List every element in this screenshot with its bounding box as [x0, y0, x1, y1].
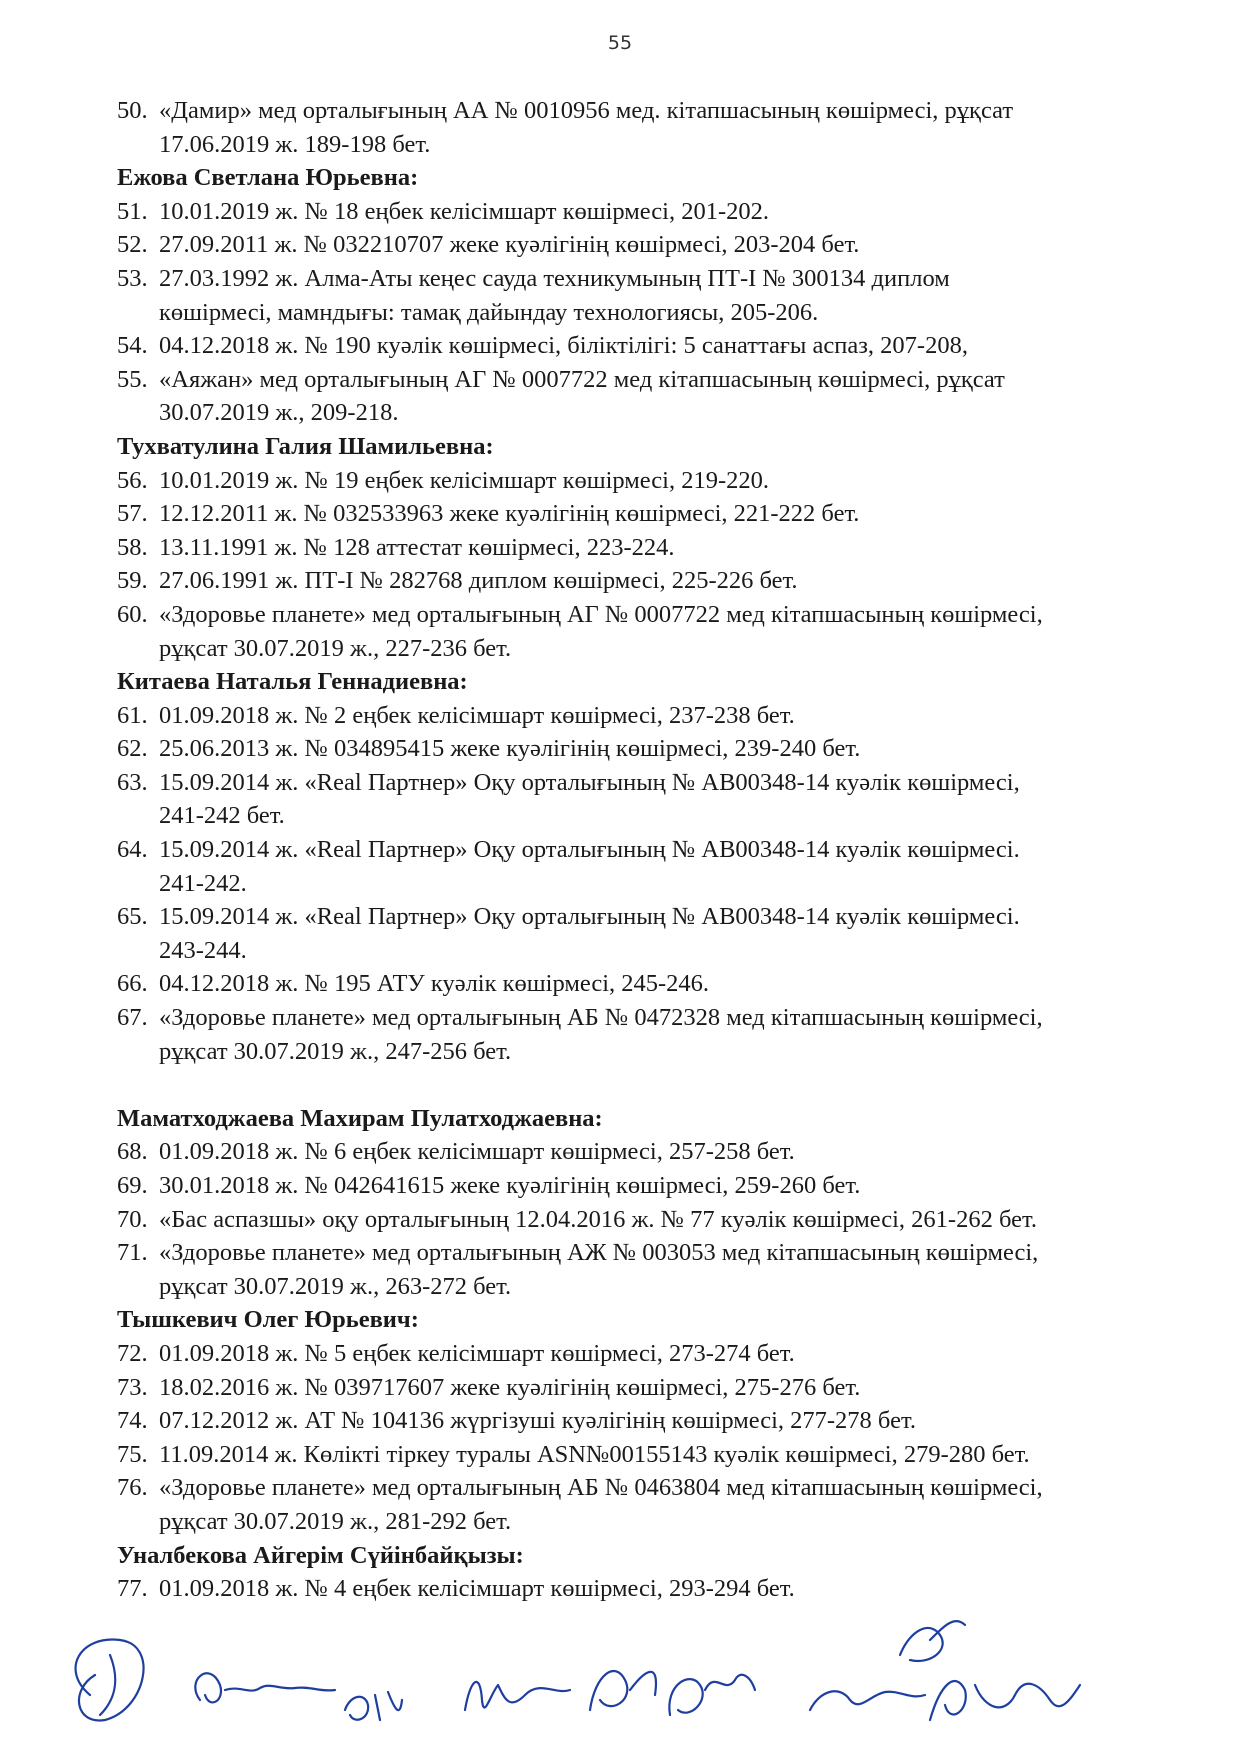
item-text [159, 967, 709, 1001]
item-line: «Здоровье планете» мед орталығының АЖ № 003053 мед кітапшасының көшірмесі, [159, 1239, 1039, 1267]
list-item [117, 900, 1240, 934]
item-line-continued: 241-242. [159, 869, 247, 897]
signature-7 [810, 1691, 925, 1710]
item-line: «Здоровье планете» мед орталығының АБ № 0463804 мед кітапшасының көшірмесі, [159, 1474, 1043, 1502]
item-text [159, 1337, 795, 1371]
item-line-continued: рұқсат 30.07.2019 ж., 263-272 бет. [159, 1272, 512, 1300]
item-line: 27.03.1992 ж. Алма-Аты кеңес сауда техникумының ПТ-I № 300134 диплом [159, 264, 950, 292]
item-text [159, 497, 859, 531]
item-number: 72. [117, 1339, 148, 1367]
item-number: 58. [117, 533, 148, 561]
item-number: 76. [117, 1474, 148, 1502]
item-line-continued: рұқсат 30.07.2019 ж., 281-292 бет. [159, 1507, 512, 1535]
list-item [117, 833, 1240, 867]
item-text [159, 464, 769, 498]
list-item [117, 732, 1240, 766]
item-text [159, 531, 675, 565]
list-item [117, 262, 1240, 296]
item-text [159, 363, 1005, 397]
document-body [117, 94, 1240, 1606]
item-number: 56. [117, 466, 148, 494]
item-line: «Здоровье планете» мед орталығының АБ № 0472328 мед кітапшасының көшірмесі, [159, 1004, 1043, 1032]
person-heading: Маматходжаева Махирам Пулатходжаевна: [117, 1104, 603, 1132]
item-line: 13.11.1991 ж. № 128 аттестат көшірмесі, 223-224. [159, 533, 675, 561]
list-item [117, 1471, 1240, 1505]
person-heading: Тухватулина Галия Шамильевна: [117, 432, 494, 460]
item-line: 27.06.1991 ж. ПТ-I № 282768 диплом көшірмесі, 225-226 бет. [159, 567, 798, 595]
item-line: «Бас аспазшы» оқу орталығының 12.04.2016 ж. № 77 куәлік көшірмесі, 261-262 бет. [159, 1205, 1037, 1233]
signature-5 [590, 1671, 656, 1710]
signature-6 [669, 1675, 755, 1715]
item-number: 50. [117, 97, 148, 124]
item-number: 52. [117, 231, 148, 259]
item-number: 74. [117, 1407, 148, 1435]
list-item [117, 1236, 1240, 1270]
item-text [159, 329, 968, 363]
page-number: 55 [607, 32, 633, 54]
item-number: 60. [117, 600, 148, 628]
item-number: 77. [117, 1575, 148, 1603]
item-line: 11.09.2014 ж. Көлікті тіркеу туралы ASN№00155143 куәлік көшірмесі, 279-280 бет. [159, 1440, 1030, 1468]
item-number: 55. [117, 365, 148, 393]
item-number: 68. [117, 1138, 148, 1166]
item-line: 15.09.2014 ж. «Real Партнер» Оқу орталығының № АВ00348-14 куәлік көшірмесі. [159, 836, 1020, 864]
signature-3 [345, 1692, 402, 1720]
signature-9 [930, 1681, 1080, 1720]
item-number: 67. [117, 1004, 148, 1032]
item-line: 18.02.2016 ж. № 039717607 жеке куәлігінің көшірмесі, 275-276 бет. [159, 1373, 861, 1401]
person-heading: Китаева Наталья Геннадиевна: [117, 668, 468, 696]
item-text [159, 1404, 916, 1438]
item-text [159, 262, 950, 296]
item-line: «Дамир» мед орталығының АА № 0010956 мед. кітапшасының көшірмесі, рұқсат [159, 97, 1014, 124]
item-line-continued: көшірмесі, мамндығы: тамақ дайындау технологиясы, 205-206. [159, 298, 819, 326]
person-heading: Тышкевич Олег Юрьевич: [117, 1306, 419, 1334]
item-text [159, 732, 860, 766]
item-line: 10.01.2019 ж. № 19 еңбек келісімшарт көшірмесі, 219-220. [159, 466, 769, 494]
item-text [159, 598, 1043, 632]
item-line: 27.09.2011 ж. № 032210707 жеке куәлігінің көшірмесі, 203-204 бет. [159, 231, 860, 259]
item-text [159, 1135, 795, 1169]
list-item [117, 598, 1240, 632]
signature-1 [76, 1640, 144, 1721]
item-line: 04.12.2018 ж. № 190 куәлік көшірмесі, біліктілігі: 5 санаттағы аспаз, 207-208, [159, 332, 968, 360]
list-item [117, 1001, 1240, 1035]
item-line: 30.01.2018 ж. № 042641615 жеке куәлігінің көшірмесі, 259-260 бет. [159, 1172, 861, 1199]
item-number: 64. [117, 836, 148, 864]
item-line: 01.09.2018 ж. № 4 еңбек келісімшарт көшірмесі, 293-294 бет. [159, 1575, 795, 1603]
list-item [117, 1203, 1240, 1237]
item-line: «Здоровье планете» мед орталығының АГ № 0007722 мед кітапшасының көшірмесі, [159, 600, 1043, 628]
item-line: 01.09.2018 ж. № 6 еңбек келісімшарт көшірмесі, 257-258 бет. [159, 1138, 795, 1166]
item-line: 01.09.2018 ж. № 2 еңбек келісімшарт көшірмесі, 237-238 бет. [159, 701, 795, 729]
item-text [159, 195, 769, 229]
list-item [117, 1438, 1240, 1472]
item-number: 73. [117, 1373, 148, 1401]
list-item [117, 329, 1240, 363]
item-text [159, 564, 798, 598]
item-number: 61. [117, 701, 148, 729]
list-item [117, 1169, 1240, 1203]
item-text [159, 1471, 1043, 1505]
person-heading: Ежова Светлана Юрьевна: [117, 164, 419, 192]
item-text [159, 699, 795, 733]
item-line: 12.12.2011 ж. № 032533963 жеке куәлігінің көшірмесі, 221-222 бет. [159, 500, 860, 528]
list-item [117, 967, 1240, 1001]
item-text [159, 766, 1020, 800]
item-text [159, 833, 1020, 867]
item-line-continued: рұқсат 30.07.2019 ж., 227-236 бет. [159, 634, 512, 662]
item-text [159, 1203, 1037, 1237]
item-number: 59. [117, 567, 148, 595]
list-item [117, 228, 1240, 262]
item-text [159, 900, 1020, 934]
signature-4 [465, 1682, 570, 1710]
list-item [117, 1135, 1240, 1169]
list-item [117, 699, 1240, 733]
item-line-continued: 17.06.2019 ж. 189-198 бет. [159, 130, 431, 158]
person-heading: Уналбекова Айгерім Сүйінбайқызы: [117, 1541, 524, 1569]
item-number: 66. [117, 970, 148, 998]
item-text [159, 1169, 860, 1203]
signatures-area [50, 1600, 1190, 1753]
item-line: 04.12.2018 ж. № 195 АТУ куәлік көшірмесі, 245-246. [159, 970, 710, 998]
list-item [117, 1371, 1240, 1405]
list-item [117, 531, 1240, 565]
item-line: 10.01.2019 ж. № 18 еңбек келісімшарт көшірмесі, 201-202. [159, 197, 769, 225]
list-item [117, 363, 1240, 397]
list-item [117, 464, 1240, 498]
item-number: 53. [117, 264, 148, 292]
list-item [117, 564, 1240, 598]
list-item [117, 497, 1240, 531]
item-number: 57. [117, 500, 148, 528]
list-item [117, 1337, 1240, 1371]
item-text [159, 94, 1013, 128]
item-line-continued: 243-244. [159, 936, 247, 964]
item-number: 65. [117, 903, 148, 931]
item-line: 07.12.2012 ж. АТ № 104136 жүргізуші куәлігінің көшірмесі, 277-278 бет. [159, 1407, 916, 1435]
item-line-continued: рұқсат 30.07.2019 ж., 247-256 бет. [159, 1037, 512, 1065]
item-line: 15.09.2014 ж. «Real Партнер» Оқу орталығының № АВ00348-14 куәлік көшірмесі, [159, 768, 1020, 796]
signature-2 [195, 1673, 335, 1702]
signature-8 [900, 1621, 965, 1661]
item-text [159, 1371, 860, 1405]
item-line: «Аяжан» мед орталығының АГ № 0007722 мед кітапшасының көшірмесі, рұқсат [159, 365, 1005, 393]
item-line: 01.09.2018 ж. № 5 еңбек келісімшарт көшірмесі, 273-274 бет. [159, 1339, 795, 1367]
item-line-continued: 241-242 бет. [159, 802, 285, 830]
item-number: 54. [117, 332, 148, 360]
item-line: 25.06.2013 ж. № 034895415 жеке куәлігінің көшірмесі, 239-240 бет. [159, 735, 861, 763]
item-number: 75. [117, 1440, 148, 1468]
item-text [159, 228, 859, 262]
item-number: 63. [117, 768, 148, 796]
item-number: 51. [117, 197, 148, 225]
item-text [159, 1438, 1030, 1472]
section-gap [117, 1068, 1240, 1102]
list-item [117, 195, 1240, 229]
item-number: 71. [117, 1239, 148, 1267]
list-item [117, 766, 1240, 800]
handwritten-signatures [50, 1600, 1190, 1753]
item-line-continued: 30.07.2019 ж., 209-218. [159, 399, 399, 427]
item-number: 70. [117, 1205, 148, 1233]
list-item [117, 94, 1240, 128]
list-item [117, 1404, 1240, 1438]
item-number: 62. [117, 735, 148, 763]
item-text [159, 1236, 1038, 1270]
item-number: 69. [117, 1172, 148, 1199]
item-text [159, 1001, 1043, 1035]
item-line: 15.09.2014 ж. «Real Партнер» Оқу орталығының № АВ00348-14 куәлік көшірмесі. [159, 903, 1020, 931]
